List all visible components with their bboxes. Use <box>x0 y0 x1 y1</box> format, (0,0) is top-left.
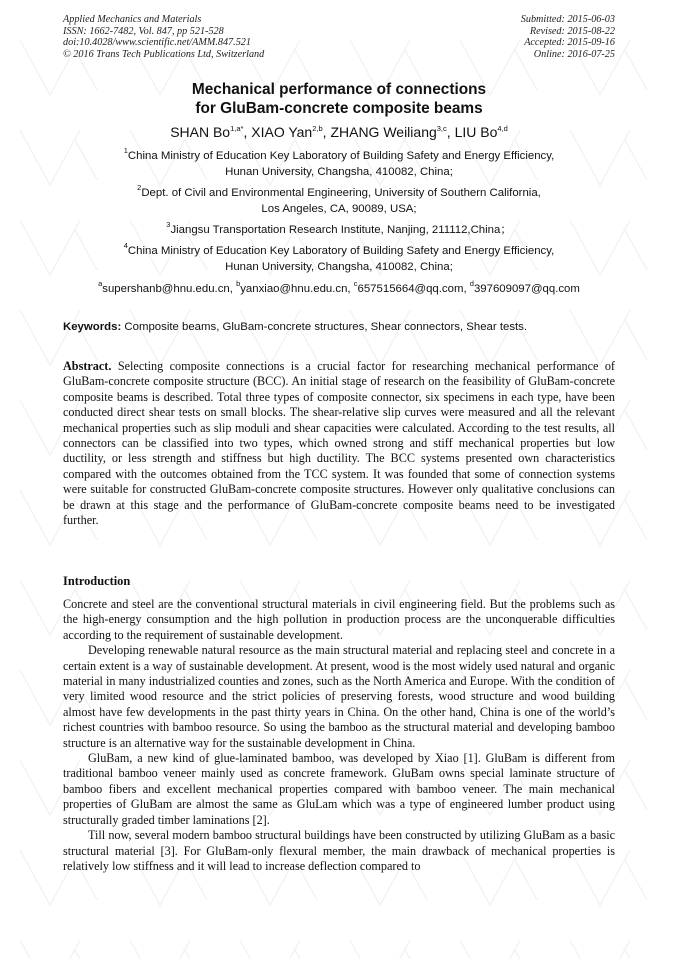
date-accepted: Accepted: 2015-09-16 <box>524 37 615 49</box>
affiliation-line: China Ministry of Education Key Laboratory of Building Safety and Energy Efficiency, <box>127 245 555 257</box>
affiliation-num: 2 <box>137 183 142 192</box>
email-address: 657515664@qq.com, <box>357 283 470 295</box>
email-address: 397609097@qq.com <box>473 283 580 295</box>
email-sup: c <box>353 279 358 288</box>
date-revised: Revised: 2015-08-22 <box>529 25 615 37</box>
paragraph: Till now, several modern bamboo structural buildings have been constructed by utilizing GluBam as a basic structural material [3]. For GluBam-only flexural member, the main drawback of mechanical properties is relatively low stiffness and it will lead to increase deflection compared to <box>63 828 615 873</box>
journal-info <box>63 14 264 60</box>
keywords-label: Keywords: <box>63 321 122 333</box>
author-sup: 4,d <box>497 124 508 133</box>
journal-doi: doi:10.4028/www.scientific.net/AMM.847.521 <box>63 37 251 49</box>
submission-dates <box>521 14 615 60</box>
affiliation-num: 3 <box>166 220 171 229</box>
date-online: Online: 2016-07-25 <box>533 48 615 60</box>
affiliation-4 <box>0 241 678 275</box>
author-sup: 1,a* <box>230 124 244 133</box>
abstract <box>63 359 615 528</box>
affiliation-line: Dept. of Civil and Environmental Engineering, University of Southern California, <box>141 187 541 199</box>
journal-issn: ISSN: 1662-7482, Vol. 847, pp 521-528 <box>63 25 224 37</box>
email-address: yanxiao@hnu.edu.cn, <box>240 283 354 295</box>
affiliation-line: China Ministry of Education Key Laboratory of Building Safety and Energy Efficiency, <box>127 150 555 162</box>
email-sup: a <box>98 279 103 288</box>
affiliation-3 <box>0 220 678 239</box>
author-name: XIAO Yan <box>251 124 313 140</box>
keywords-text: Composite beams, GluBam-concrete structures, Shear connectors, Shear tests. <box>121 321 528 333</box>
email-sup: d <box>469 279 474 288</box>
affiliation-num: 4 <box>123 241 128 250</box>
affiliation-line: Hunan University, Changsha, 410082, China; <box>225 260 453 273</box>
affiliation-line: Jiangsu Transportation Research Institute, Nanjing, 211112,China； <box>170 224 512 236</box>
paragraph: Developing renewable natural resource as the main structural material and replacing steel and concrete in a certain extent is a way of sustainable development. At present, wood is the most widely used natural and organic material in many industrialized counties and zones, such as the North America and Europe. With the condition of very limited wood resource and the strict policies of preserving forests, wood structure and wood building almost have few developments in the past thirty years in China. On the other hand, China is one of the world’s richest countries with bamboo resource. So using the bamboo as the structural material and developing bamboo structure is an alternative way for the sustainable development in China. <box>63 643 615 750</box>
affiliation-1 <box>0 146 678 180</box>
affiliation-line: Hunan University, Changsha, 410082, China; <box>225 165 453 178</box>
author-sep: , <box>322 124 331 140</box>
journal-copyright: © 2016 Trans Tech Publications Ltd, Switzerland <box>63 48 265 60</box>
affiliation-num: 1 <box>123 146 128 155</box>
email-list <box>0 279 678 297</box>
journal-name: Applied Mechanics and Materials <box>63 14 202 25</box>
email-address: supershanb@hnu.edu.cn, <box>102 283 237 295</box>
author-name: ZHANG Weiliang <box>330 124 437 140</box>
author-sep: , <box>446 124 455 140</box>
author-sup: 2,b <box>312 124 323 133</box>
paper-title-line-1: Mechanical performance of connections <box>191 81 487 98</box>
affiliation-2 <box>0 183 678 217</box>
email-sup: b <box>236 279 241 288</box>
paper-title <box>0 80 678 118</box>
date-submitted: Submitted: 2015-06-03 <box>520 14 615 25</box>
abstract-text: Selecting composite connections is a crucial factor for researching mechanical performance of GluBam-concrete composite structure (BCC). An initial stage of research on the feasibility of GluBam-concrete composite beams is described. Total three types of composite connector, six specimens in each type, have been conducted direct shear tests on small blocks. The shear-relative slip curves were measured and all the relevant mechanical properties such as slip moduli and shear capacities were calculated. According to the test results, all connectors can be classified into two types, which owned strong and stiff mechanical properties but low ductility, or less strength and stiffness but high ductility. The BCC systems presented own characteristics compared with the outcomes obtained from the TCC system. It was founded that some of connection systems were suitable for constructed GluBam-concrete composite structures. However only qualitative conclusions can be drawn at this stage and the performance of GluBam-concrete composite beams need to be investigated further. <box>63 359 615 528</box>
paper-title-line-2: for GluBam-concrete composite beams <box>195 100 483 117</box>
introduction-body <box>63 597 615 874</box>
abstract-label: Abstract. <box>63 359 112 373</box>
paragraph: GluBam, a new kind of glue-laminated bamboo, was developed by Xiao [1]. GluBam is different from traditional bamboo veneer mainly used as concrete framework. GluBam owns special laminate structure of bamboo fibers and excellent mechanical properties compared with bamboo veneer. The main mechanical properties of GluBam are almost the same as GluLam which was a type of engineered lumber product using structurally graded timber laminations [2]. <box>63 751 615 827</box>
author-sep: , <box>243 124 252 140</box>
section-heading-introduction: Introduction <box>63 574 131 588</box>
author-name: SHAN Bo <box>170 124 231 140</box>
author-sup: 3,c <box>436 124 447 133</box>
affiliation-line: Los Angeles, CA, 90089, USA; <box>261 202 417 215</box>
author-name: LIU Bo <box>454 124 498 140</box>
author-list <box>0 124 678 141</box>
keywords <box>63 320 615 335</box>
paragraph: Concrete and steel are the conventional structural materials in civil engineering field. But the problems such as the high-energy consumption and the high pollution in production process are the unconquerable difficulties according to the requirement of sustainable development. <box>63 597 615 642</box>
